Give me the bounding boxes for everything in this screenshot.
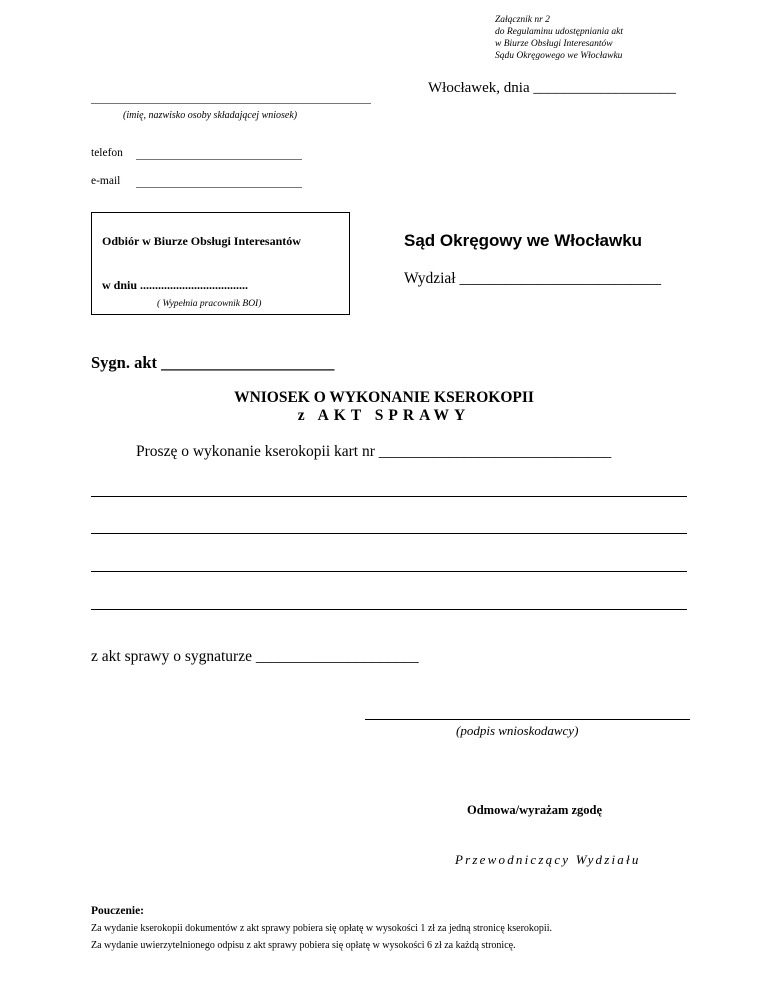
email-field[interactable] [136,187,302,188]
request-line[interactable] [91,571,687,572]
applicant-caption: (imię, nazwisko osoby składającej wniosek) [123,110,298,121]
request-line[interactable] [91,533,687,534]
signature-caption: (podpis wnioskodawcy) [456,723,579,738]
signature-line[interactable] [365,719,690,720]
annex-note [495,14,623,62]
request-text[interactable]: Proszę o wykonanie kserokopii kart nr ______________________________ [136,443,612,460]
email-label: e-mail [91,175,121,187]
court-name: Sąd Okręgowy we Włocławku [404,231,643,250]
form-title: WNIOSEK O WYKONANIE KSEROKOPII [234,389,534,406]
annex-line: Załącznik nr 2 [495,15,550,25]
pickup-box-note: ( Wypełnia pracownik BOI) [157,299,262,309]
consent-text: Odmowa/wyrażam zgodę [467,803,603,817]
case-signature-field[interactable]: z akt sprawy o sygnaturze _____________________ [91,648,419,665]
pickup-box [91,212,350,315]
pickup-day-field[interactable]: w dniu .................................... [102,278,249,292]
instructions-line: Za wydanie uwierzytelnionego odpisu z akt sprawy pobiera się opłatę w wysokości 6 zł za każdą stronicę. [91,940,516,951]
place-date-field[interactable]: Włocławek, dnia ___________________ [428,80,676,96]
case-reference-field[interactable]: Sygn. akt _____________________ [91,353,335,372]
request-line[interactable] [91,609,687,610]
request-line[interactable] [91,496,687,497]
chairman-label: Przewodniczący Wydziału [455,852,641,867]
annex-line: do Regulaminu udostępniania akt [495,27,623,37]
instructions-line: Za wydanie kserokopii dokumentów z akt sprawy pobiera się opłatę w wysokości 1 zł za jedną stronicę kserokopii. [91,923,552,934]
department-field[interactable]: Wydział __________________________ [404,270,661,287]
annex-line: Sądu Okręgowego we Włocławku [495,51,623,61]
phone-field[interactable] [136,159,302,160]
phone-label: telefon [91,147,123,159]
applicant-name-line[interactable] [91,103,371,104]
annex-line: w Biurze Obsługi Interesantów [495,39,613,49]
pickup-box-title: Odbiór w Biurze Obsługi Interesantów [102,234,301,248]
instructions-heading: Pouczenie: [91,905,145,917]
form-subtitle: z AKT SPRAWY [297,407,471,424]
